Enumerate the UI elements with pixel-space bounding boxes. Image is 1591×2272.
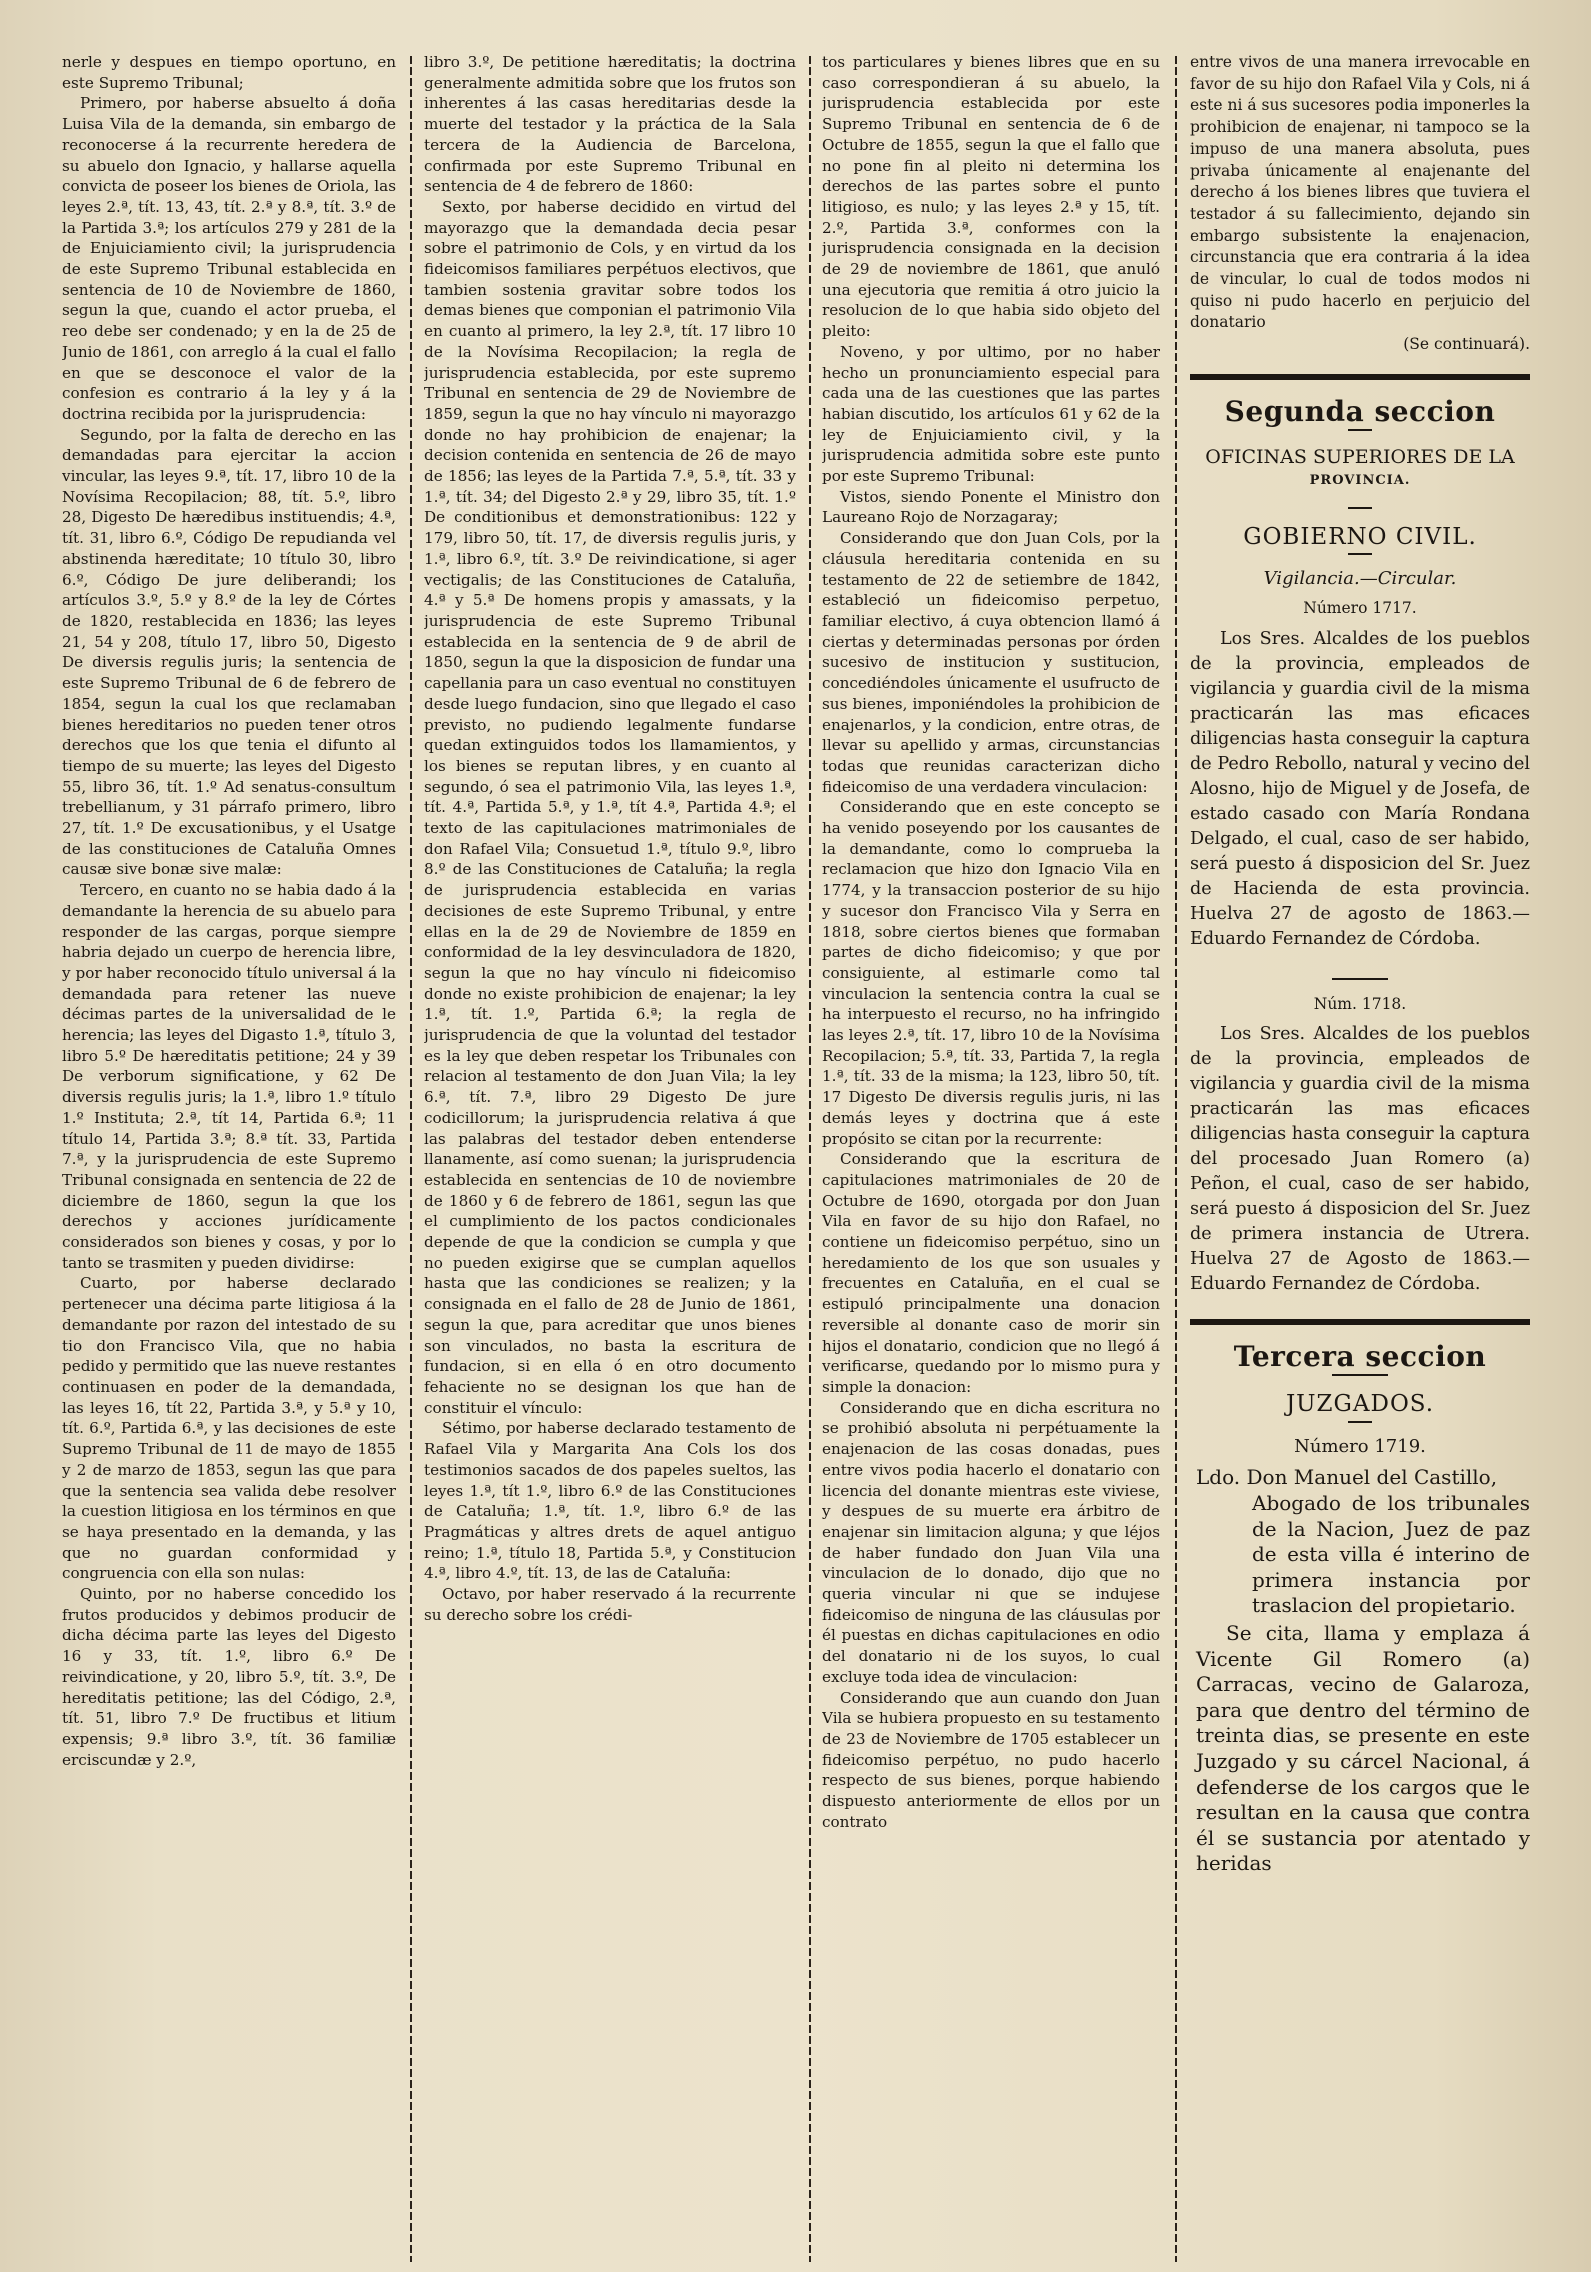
summons-text: Se cita, llama y emplaza á Vicente Gil Romero (a) Carracas, vecino de Galaroza, para que dentro del término de treinta dias, se presente en este Juzgado y su cárcel Nacional, á defenderse de los cargos que le resultan en la causa que contra él se sustancia por atentado y heridas (1196, 1621, 1530, 1876)
section-heading-tercera: Tercera seccion (1233, 1340, 1487, 1374)
paragraph: Cuarto, por haberse declarado pertenecer una décima parte litigiosa á la demandante por razon del intestado de su tio don Francisco Vila, que no habia pedido y permitido que las nueve restantes continuasen en poder de la demandada, las leyes 16, tít 22, Partida 3.ª, y 5.ª y 10, tít. 6.º, Partida 6.ª, y las decisiones de este Supremo Tribunal de 11 de mayo de 1855 y 2 de marzo de 1853, segun las que para que la sentencia sea valida debe resolver la cuestion litigiosa en los términos en que se haya presentado en la demanda, y las que no guardan conformidad y congruencia con ella son nulas: (62, 1274, 396, 1583)
paragraph: Considerando que la escritura de capitulaciones matrimoniales de 20 de Octubre de 1690, otorgada por don Juan Vila en favor de su hijo don Rafael, no contiene un fideicomiso perpétuo, sino un heredamiento de los que son usuales y frecuentes en Cataluña, en el cual se estipuló principalmente una donacion reversible al donante caso de morir sin hijos el donatario, condicion que no llegó á verificarse, quedando por lo mismo pura y simple la donacion: (822, 1150, 1160, 1396)
paragraph: Quinto, por no haberse concedido los frutos producidos y debimos producir de dicha décima parte las leyes del Digesto 16 y 33, tít. 1.º, libro 6.º De reivindicatione, y 20, libro 5.º, tít. 3.º, De hereditatis petitione; las del Código, 2.ª, tít. 51, libro 7.º De fructibus et litium expensis; 9.ª libro 3.º, tít. 36 familiæ erciscundæ y 2.º, (62, 1585, 396, 1769)
section-divider (1190, 374, 1530, 380)
paragraph: libro 3.º, De petitione hæreditatis; la doctrina generalmente admitida sobre que los frutos son inherentes á las casas hereditarias desde la muerte del testador y la práctica de la Sala tercera de la Audiencia de Barcelona, confirmada por este Supremo Tribunal en sentencia de 4 de febrero de 1860: (424, 53, 796, 196)
paragraph: Noveno, y por ultimo, por no haber hecho un pronunciamiento especial para cada una de las cuestiones que las partes habian discutido, los artículos 61 y 62 de la ley de Enjuiciamiento civil, y la jurisprudencia admitida sobre este punto por este Supremo Tribunal: (822, 342, 1160, 486)
paragraph: Primero, por haberse absuelto á doña Luisa Vila de la demanda, sin embargo de reconocerse á la recurrente heredera de su abuelo don Ignacio, y hallarse aquella convicta de poseer los bienes de Oriola, las leyes 2.ª, tít. 13, 43, tít. 2.ª y 8.ª, tít. 3.º de la Partida 3.ª; los artículos 279 y 281 de la de Enjuiciamiento civil; la jurisprudencia de este Supremo Tribunal establecida en sentencia de 10 de Noviembre de 1860, segun la que, cuando el actor prueba, el reo debe ser condenado; y en la de 25 de Junio de 1861, con arreglo á la cual el fallo en que se desconoce el valor de la confesion es contrario á la ley y á la doctrina recibida por la jurisprudencia: (62, 94, 396, 423)
column-rule (410, 56, 412, 2262)
notice-text: Los Sres. Alcaldes de los pueblos de la provincia, empleados de vigilancia y guardia civil de la misma practicarán las mas eficaces diligencias hasta conseguir la captura de Pedro Rebollo, natural y vecino del Alosno, hijo de Miguel y de Josefa, de estado casado con María Rondana Delgado, el cual, caso de ser habido, será puesto á disposicion del Sr. Juez de Hacienda de esta provincia. Huelva 27 de agosto de 1863.—Eduardo Fernandez de Córdoba. (1190, 628, 1530, 949)
notice-1717 (1190, 627, 1530, 952)
paragraph: nerle y despues en tiempo oportuno, en este Supremo Tribunal; (62, 53, 396, 92)
column-3 (822, 52, 1160, 2262)
heading-juzgados: JUZGADOS. (1285, 1391, 1435, 1418)
heading-provincia: PROVINCIA. (1309, 472, 1411, 488)
paragraph: Tercero, en cuanto no se habia dado á la demandante la herencia de su abuelo para responder de las cargas, porque siempre habria dejado un cuerpo de herencia libre, y por haber reconocido título universal á la demandada para retener las nueve décimas partes de la universalidad de le herencia; las leyes del Digasto 1.ª, título 3, libro 5.º De hæreditatis petitione; 24 y 39 De verborum significatione, y 62 De diversis regulis juris; la 1.ª, libro 1.º título 1.º Instituta; 2.ª, tít 14, Partida 6.ª; 11 título 14, Partida 3.ª; 8.ª tít. 33, Partida 7.ª, y la jurisprudencia de este Supremo Tribunal consignada en sentencia de 22 de diciembre de 1860, segun la que los derechos y acciones jurídicamente considerados son bienes y cosas, y por lo tanto se trasmiten y pueden dividirse: (62, 881, 396, 1272)
heading-oficinas-text: OFICINAS SUPERIORES DE LA (1205, 445, 1515, 468)
notice-1718 (1190, 1022, 1530, 1297)
paragraph: Sétimo, por haberse declarado testamento de Rafael Vila y Margarita Ana Cols los dos testimonios sacados de dos papeles sueltos, las leyes 1.ª, tít 1.º, libro 6.º de las Constituciones de Cataluña; 1.ª, tít. 1.º, libro 6.º de las Pragmáticas y altres drets de aquel antiguo reino; 1.ª, título 18, Partida 5.ª, y Constitucion 4.ª, libro 4.º, tít. 13, de las de Cataluña: (424, 1419, 796, 1583)
short-rule (1348, 507, 1372, 509)
column-rule (809, 56, 811, 2262)
paragraph: Considerando que don Juan Cols, por la cláusula hereditaria contenida en su testamento de 22 de setiembre de 1842, estableció un fideicomiso perpetuo, familiar electivo, á cuya obtencion llamó á ciertas y determinadas personas por órden sucesivo de institucion y sustitucion, concediéndoles únicamente el usufructo de sus bienes, imponiéndoles la prohibicion de enajenarlos, y la condicion, entre otras, de llevar su apellido y armas, circunstancias todas que reunidas caracterizan dicho fideicomiso de una verdadera vinculacion: (822, 529, 1160, 796)
paragraph: tos particulares y bienes libres que en su caso correspondieran á su abuelo, la jurisprudencia establecida por este Supremo Tribunal en sentencia de 6 de Octubre de 1855, segun la que el fallo que no pone fin al pleito ni determina los derechos de las partes sobre el punto litigioso, es nulo; y las leyes 2.ª y 15, tít. 2.º, Partida 3.ª, conformes con la jurisprudencia consignada en la decision de 29 de noviembre de 1861, que anuló una ejecutoria que remitia á otro juicio la resolucion de lo que habia sido objeto del pleito: (822, 53, 1160, 341)
short-rule (1348, 429, 1372, 431)
short-rule (1348, 1421, 1372, 1423)
paragraph: Segundo, por la falta de derecho en las demandadas para ejercitar la accion vincular, las leyes 9.ª, tít. 17, libro 10 de la Novísima Recopilacion; 88, tít. 5.º, libro 28, Digesto De hæredibus instituendis; 4.ª, tít. 31, libro 6.º, Código De repudianda vel abstinenda hæreditate; 10 título 30, libro 6.º, Código De jure deliberandi; los artículos 3.º, 5.º y 8.º de la ley de Córtes de 1820, restablecida en 1836; las leyes 21, 54 y 208, título 17, libro 50, Digesto De diversis regulis juris; la sentencia de este Supremo Tribunal de 6 de febrero de 1854, segun la cual los que reclamaban bienes hereditarios no pueden tener otros derechos que los que tenia el difunto al tiempo de su muerte; las leyes del Digesto 55, libro 36, tít. 1.º Ad senatus-consultum trebellianum, y 31 párrafo primero, libro 27, tít. 1.º De excusationibus, y el Usatge de las constituciones de Cataluña Omnes causæ sive bonæ sive malæ: (62, 425, 396, 879)
column-4 (1190, 52, 1530, 2262)
paragraph: Considerando que aun cuando don Juan Vila se hubiera propuesto en su testamento de 23 de Noviembre de 1705 establecer un fideicomiso perpétuo, no pudo hacerlo respecto de sus bienes, porque habiendo dispuesto anteriormente de ellos por un contrato (822, 1688, 1160, 1831)
paragraph: Considerando que en dicha escritura no se prohibió absoluta ni perpétuamente la enajenacion de las cosas donadas, pues entre vivos podia hacerlo el donatario con licencia del donante mientras este viviese, y despues de su muerte era árbitro de enajenar sin limitacion alguna; y que léjos de haber fundado don Juan Vila una vinculacion de lo donado, dijo que no queria vincular ni que se indujese fideicomiso de ninguna de las cláusulas por él puestas en dichas capitulaciones en odio del donatario ni de los suyos, lo cual excluye toda idea de vinculacion: (822, 1398, 1160, 1686)
short-rule (1332, 1374, 1388, 1376)
paragraph: Considerando que en este concepto se ha venido poseyendo por los causantes de la demandante, como lo comprueba la reclamacion que hizo don Ignacio Vila en 1774, y la transaccion posterior de su hijo y sucesor don Francisco Vila y Serra en 1818, sobre ciertos bienes que formaban partes de dicho fideicomiso; y que por consiguiente, al estimarle como tal vinculacion la sentencia contra la cual se ha interpuesto el recurso, no ha infringido las leyes 2.ª, tít. 17, libro 10 de la Novísima Recopilacion; 5.ª, tít. 33, Partida 7, la regla 1.ª, tít. 33 de la misma; la 123, libro 50, tít. 17 Digesto De diversis regulis juris, ni las demás leyes y doctrina que á este propósito se citan por la recurrente: (822, 798, 1160, 1148)
short-rule (1332, 978, 1388, 980)
continued-note: (Se continuará). (1403, 335, 1530, 354)
heading-oficinas (1190, 445, 1530, 493)
notice-number: Número 1719. (1294, 1435, 1426, 1457)
section-divider (1190, 1319, 1530, 1325)
paragraph: Octavo, por haber reservado á la recurrente su derecho sobre los crédi- (424, 1585, 796, 1624)
column-1 (62, 52, 396, 2262)
paragraph: entre vivos de una manera irrevocable en favor de su hijo don Rafael Vila y Cols, ni á este ni á sus sucesores podia imponerles la prohibicion de enajenar, ni tampoco se la impuso de una manera absoluta, pues privaba únicamente al enajenante del derecho á los bienes libres que tuviera el testador á su fallecimiento, dejando sin embargo subsistente la enajenacion, circunstancia que era contraria á la idea de vincular, lo cual de todos modos ni quiso ni pudo hacerlo en perjuicio del donatario (1190, 53, 1530, 332)
notice-text: Los Sres. Alcaldes de los pueblos de la provincia, empleados de vigilancia y guardia civil de la misma practicarán las mas eficaces diligencias hasta conseguir la captura del procesado Juan Romero (a) Peñon, el cual, caso de ser habido, será puesto á disposicion del Sr. Juez de primera instancia de Utrera. Huelva 27 de Agosto de 1863.—Eduardo Fernandez de Córdoba. (1190, 1024, 1530, 1295)
column-2 (424, 52, 796, 2262)
heading-vigilancia: Vigilancia.—Circular. (1263, 568, 1457, 590)
paragraph: Sexto, por haberse decidido en virtud del mayorazgo que la demandada decia pesar sobre el patrimonio de Cols, y en virtud da los fideicomisos familiares perpétuos electivos, que tambien sostenia gravitar sobre todos los demas bienes que componian el patrimonio Vila en cuanto al primero, la ley 2.ª, tít. 17 libro 10 de la Novísima Recopilacion; la regla de jurisprudencia establecida, por este supremo Tribunal en sentencia de 29 de Noviembre de 1859, segun la que no hay vínculo ni mayorazgo donde no hay prohibicion de enajenar; la decision contenida en sentencia de 26 de mayo de 1856; las leyes de la Partida 7.ª, 5.ª, tít. 33 y 1.ª, tít. 34; del Digesto 2.ª y 29, libro 35, tít. 1.º De conditionibus et demonstrationibus: 122 y 179, libro 50, tít. 17, de diversis regulis juris, y 1.ª, libro 6.º, tít. 3.º De reivindicatione, si ager vectigalis; de las Constituciones de Cataluña, 4.ª y 5.ª De homens propis y amassats, y la jurisprudencia de este Supremo Tribunal establecida en la sentencia de 9 de abril de 1850, segun la que la disposicion de fundar una capellania para un caso eventual no constituyen desde luego fundacion, sino que llegado el caso previsto, no pudiendo legalmente fundarse quedan extinguidos todos los llamamientos, y los bienes se reputan libres, y en cuanto al segundo, ó sea el patrimonio Vila, las leyes 1.ª, tít. 4.ª, Partida 5.ª, y 1.ª, tít 4.ª, Partida 4.ª; el texto de las capitulaciones matrimoniales de don Rafael Vila; Consuetud 1.ª, título 9.º, libro 8.º de las Constituciones de Cataluña; la regla de jurisprudencia establecida en varias decisiones de este Supremo Tribunal, y entre ellas en la de 29 de Noviembre de 1859 en conformidad de la ley desvinculadora de 1820, segun la que no hay vínculo ni fideicomiso donde no existe prohibicion de enajenar; la ley 1.ª, tít. 1.º, Partida 6.ª; la regla de jurisprudencia de que la voluntad del testador es la ley que deben respetar los Tribunales con relacion al testamento de don Juan Vila; la ley 6.ª, tít. 7.ª, libro 29 Digesto De jure codicillorum; la jurisprudencia relativa á que las palabras del testador deben entenderse llanamente, así como suenan; la jurisprudencia establecida en sentencias de 10 de noviembre de 1860 y 6 de febrero de 1861, segun las que el cumplimiento de los pactos condicionales depende de que la condicion se cumpla y que no pueden exigirse que se cumplan aquellos hasta que las condiciones se realizen; y la consignada en el fallo de 28 de Junio de 1861, segun la que, para acreditar que unos bienes son vinculados, no basta la escritura de fundacion, si en ella ó en otro documento fehaciente no se designan los que han de constituir el vínculo: (424, 197, 796, 1417)
short-rule (1348, 553, 1372, 555)
judge-name: Ldo. Don Manuel del Castillo, (1196, 1465, 1498, 1490)
judge-role: Abogado de los tribunales de la Nacion, Juez de paz de esta villa é interino de primera instancia por traslacion del propietario. (1252, 1491, 1530, 1618)
paragraph: Vistos, siendo Ponente el Ministro don Laureano Rojo de Norzagaray; (822, 487, 1160, 527)
notice-number: Número 1717. (1303, 598, 1417, 617)
notice-number: Núm. 1718. (1313, 994, 1407, 1013)
heading-gobierno-civil: GOBIERNO CIVIL. (1243, 523, 1477, 550)
section-heading-segunda: Segunda seccion (1224, 394, 1496, 428)
column-rule (1175, 56, 1177, 2262)
judge-title (1196, 1465, 1530, 1619)
